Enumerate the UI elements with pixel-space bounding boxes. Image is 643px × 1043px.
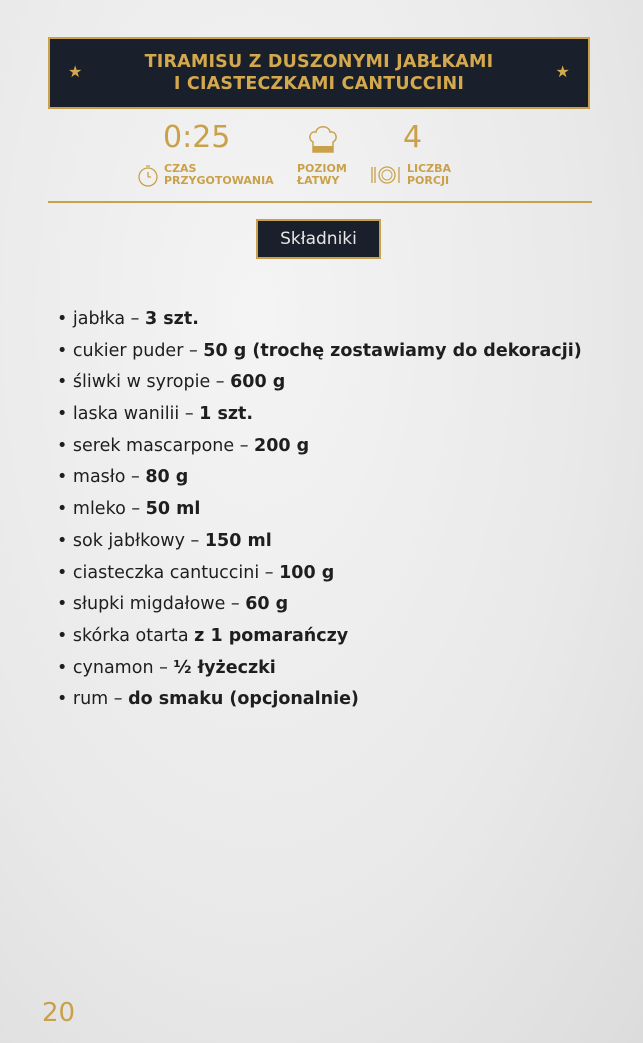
ingredient-item <box>57 431 582 463</box>
ingredient-name: laska wanilii – <box>72 404 200 425</box>
star-icon: ★ <box>68 62 83 81</box>
ingredient-item <box>57 494 582 526</box>
star-icon: ★ <box>555 62 570 81</box>
divider <box>48 201 592 203</box>
ingredient-name: sok jabłkowy – <box>72 530 205 551</box>
ingredient-amount: 150 ml <box>204 530 272 551</box>
label-line: POZIOM <box>297 162 347 175</box>
prep-time-value: 0:25 <box>163 120 231 155</box>
ingredient-name: śliwki w syropie – <box>72 372 231 393</box>
portions-label <box>407 163 451 187</box>
ingredient-amount: 60 g <box>245 594 289 615</box>
label-line: ŁATWY <box>297 174 340 187</box>
ingredient-item <box>57 367 582 399</box>
label-line: PRZYGOTOWANIA <box>164 174 274 187</box>
ingredients-section-button[interactable]: Składniki <box>256 219 381 259</box>
ingredient-item <box>57 399 582 431</box>
ingredient-amount: do smaku (opcjonalnie) <box>128 689 359 710</box>
portions-value: 4 <box>403 120 423 155</box>
ingredient-name: rum – <box>72 689 129 710</box>
ingredient-amount: ½ łyżeczki <box>173 657 276 678</box>
stopwatch-icon <box>137 164 159 188</box>
ingredient-item <box>57 462 582 494</box>
ingredient-amount: 50 ml <box>145 499 201 520</box>
ingredient-item <box>57 336 582 368</box>
ingredient-item <box>57 653 582 685</box>
prep-time-label <box>164 163 274 187</box>
chef-hat-icon <box>307 122 339 154</box>
ingredient-item <box>57 589 582 621</box>
ingredient-name: ciasteczka cantuccini – <box>72 562 280 583</box>
ingredient-amount: 100 g <box>279 562 335 583</box>
ingredient-name: serek mascarpone – <box>72 435 255 456</box>
recipe-title-line1: TIRAMISU Z DUSZONYMI JABŁKAMI <box>144 52 494 72</box>
ingredient-name: cynamon – <box>72 657 174 678</box>
recipe-title-line2: I CIASTECZKAMI CANTUCCINI <box>173 74 465 94</box>
ingredient-amount: 1 szt. <box>199 404 254 425</box>
ingredient-name: jabłka – <box>72 309 145 329</box>
ingredient-item <box>57 684 582 716</box>
label-line: CZAS <box>164 162 197 175</box>
ingredient-amount: 600 g <box>230 372 286 393</box>
label-line: LICZBA <box>407 162 452 175</box>
ingredient-item <box>57 621 582 653</box>
ingredient-amount: 3 szt. <box>144 309 199 329</box>
ingredient-item <box>57 558 582 590</box>
ingredient-amount: 80 g <box>145 467 189 488</box>
ingredient-item <box>57 304 582 336</box>
ingredients-list <box>57 304 582 716</box>
ingredient-name: słupki migdałowe – <box>72 594 246 615</box>
page-number: 20 <box>42 998 76 1028</box>
ingredient-name: skórka otarta <box>72 625 195 646</box>
plate-cutlery-icon <box>370 165 402 185</box>
label-line: PORCJI <box>407 174 450 187</box>
recipe-meta <box>0 120 643 195</box>
ingredient-name: cukier puder – <box>72 340 204 361</box>
ingredient-amount: 200 g <box>254 435 310 456</box>
recipe-title-banner <box>48 37 590 109</box>
ingredient-name: masło – <box>72 467 146 488</box>
difficulty-label <box>297 163 347 187</box>
ingredient-name: mleko – <box>72 499 146 520</box>
ingredient-amount: z 1 pomarańczy <box>194 625 349 646</box>
ingredient-item <box>57 526 582 558</box>
ingredient-amount: 50 g (trochę zostawiamy do dekoracji) <box>203 340 582 361</box>
